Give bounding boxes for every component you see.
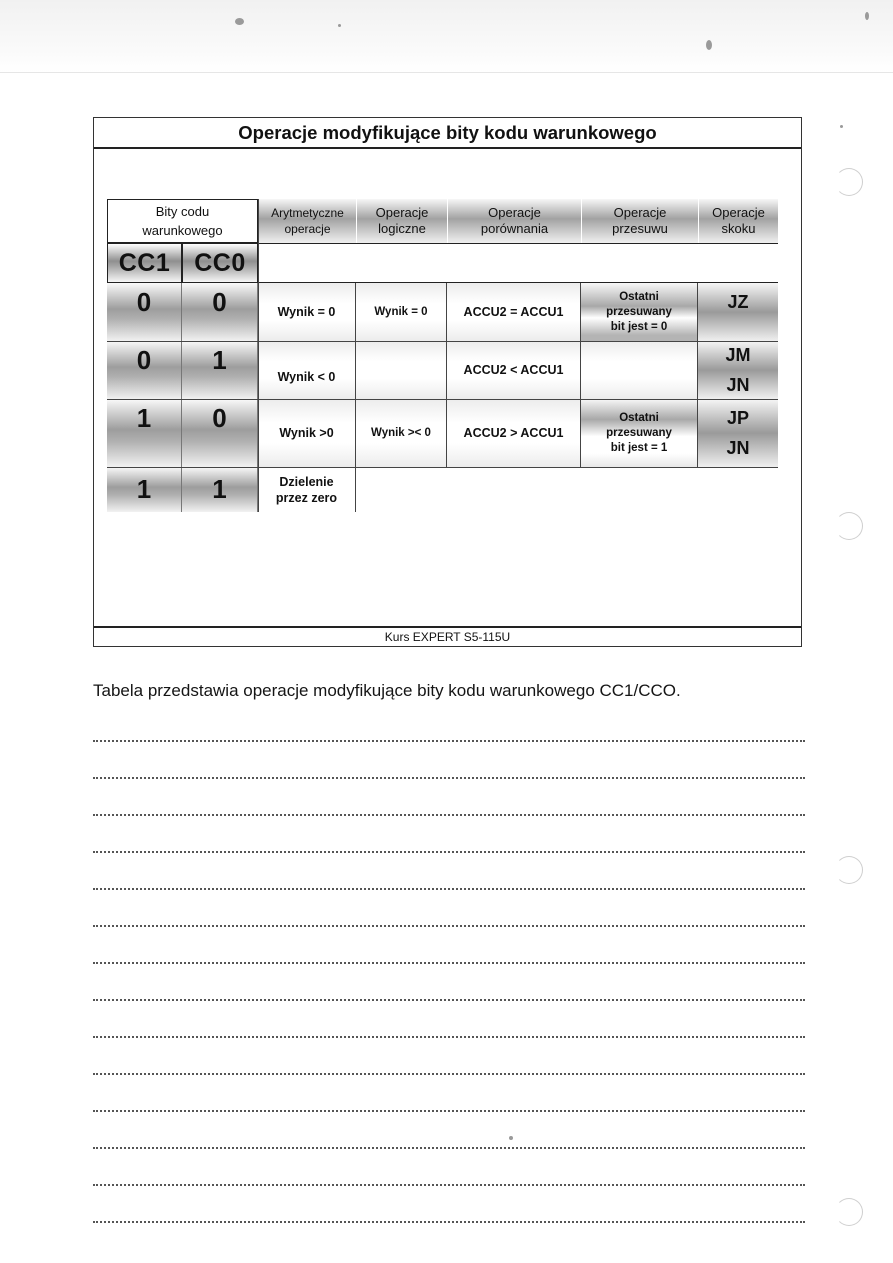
writing-line xyxy=(93,1073,805,1075)
header-porownania xyxy=(447,199,581,243)
row1-arytmetyczne: Wynik = 0 xyxy=(258,283,356,341)
column-divider xyxy=(258,199,259,512)
writing-line xyxy=(93,888,805,890)
row3-skok-2: JN xyxy=(726,438,750,458)
row3-arytmetyczne: Wynik >0 xyxy=(258,399,356,467)
scan-top-shadow xyxy=(0,0,893,73)
condition-code-table xyxy=(107,199,778,512)
row4-empty xyxy=(356,467,778,512)
row3-logiczne: Wynik >< 0 xyxy=(356,399,447,467)
row1-skok-1: JZ xyxy=(727,292,749,312)
row3-przesuwu-line1: Ostatni xyxy=(619,411,659,424)
row3-porownania: ACCU2 > ACCU1 xyxy=(447,399,581,467)
row1-przesuwu-line1: Ostatni xyxy=(619,290,659,303)
punch-hole xyxy=(835,512,863,540)
writing-line xyxy=(93,777,805,779)
row1-logiczne: Wynik = 0 xyxy=(356,283,447,341)
row1-przesuwu-line3: bit jest = 0 xyxy=(610,320,668,333)
row2-logiczne xyxy=(356,341,447,399)
row3-skok-1: JP xyxy=(726,408,750,428)
scan-speck xyxy=(706,40,712,50)
row4-cc1: 1 xyxy=(107,467,182,512)
slide-frame xyxy=(93,117,802,647)
writing-line xyxy=(93,962,805,964)
header-bity-line2: warunkowego xyxy=(142,223,223,238)
punch-hole xyxy=(835,168,863,196)
scan-speck xyxy=(865,12,869,20)
writing-line xyxy=(93,1036,805,1038)
row2-skoku xyxy=(698,341,778,399)
row2-skok-2: JN xyxy=(726,375,750,395)
writing-line xyxy=(93,1221,805,1223)
writing-line xyxy=(93,1110,805,1112)
row-divider xyxy=(107,467,778,468)
writing-line xyxy=(93,814,805,816)
row2-cc0: 1 xyxy=(182,341,258,399)
row3-cc1: 1 xyxy=(107,399,182,467)
scan-speck xyxy=(840,125,843,128)
writing-line xyxy=(93,1147,805,1149)
row4-arytmetyczne-line1: Dzielenie xyxy=(279,474,334,489)
row1-przesuwu-line2: przesuwany xyxy=(606,305,672,318)
scan-speck xyxy=(235,18,244,25)
row2-cc1: 0 xyxy=(107,341,182,399)
writing-line xyxy=(93,999,805,1001)
scan-speck xyxy=(509,1136,513,1140)
row-divider xyxy=(107,399,778,400)
row1-przesuwu xyxy=(581,283,698,341)
row2-arytmetyczne: Wynik < 0 xyxy=(258,341,356,399)
row3-cc0: 0 xyxy=(182,399,258,467)
header-arytmetyczne xyxy=(258,199,356,243)
writing-line xyxy=(93,851,805,853)
header-arytmetyczne-line1: Arytmetyczne xyxy=(271,206,344,220)
header-porownania-line1: Operacje xyxy=(488,205,541,220)
row2-przesuwu xyxy=(581,341,698,399)
scan-speck xyxy=(338,24,341,27)
header-bity-kodu xyxy=(107,199,258,243)
caption-text: Tabela przedstawia operacje modyfikujące bity kodu warunkowego CC1/CCO. xyxy=(93,681,681,700)
header-bity-line1: Bity codu xyxy=(155,204,210,219)
row2-skok-1: JM xyxy=(725,345,751,365)
row3-skoku xyxy=(698,399,778,467)
row3-przesuwu-line3: bit jest = 1 xyxy=(610,441,668,454)
header-spacer xyxy=(258,243,778,283)
header-logiczne xyxy=(356,199,447,243)
slide-footer: Kurs EXPERT S5-115U xyxy=(94,626,801,647)
row4-arytmetyczne xyxy=(258,467,356,512)
row-divider xyxy=(107,341,778,342)
row3-przesuwu-line2: przesuwany xyxy=(606,426,672,439)
header-przesuwu xyxy=(581,199,698,243)
punch-hole xyxy=(835,856,863,884)
writing-line xyxy=(93,925,805,927)
row4-arytmetyczne-line2: przez zero xyxy=(275,490,338,505)
row4-cc0: 1 xyxy=(182,467,258,512)
header-porownania-line2: porównania xyxy=(480,221,549,236)
header-przesuwu-line2: przesuwu xyxy=(612,221,668,236)
row1-cc1: 0 xyxy=(107,283,182,341)
header-logiczne-line2: logiczne xyxy=(378,221,426,236)
row1-skoku xyxy=(698,283,778,341)
row1-cc0: 0 xyxy=(182,283,258,341)
slide-title: Operacje modyfikujące bity kodu warunkowego xyxy=(94,118,801,149)
cc1-label: CC1 xyxy=(107,243,182,283)
row1-porownania: ACCU2 = ACCU1 xyxy=(447,283,581,341)
header-arytmetyczne-line2: operacje xyxy=(284,222,331,236)
header-skoku xyxy=(698,199,778,243)
cc0-label: CC0 xyxy=(182,243,258,283)
writing-line xyxy=(93,740,805,742)
punch-hole xyxy=(835,1198,863,1226)
header-logiczne-line1: Operacje xyxy=(375,205,429,220)
header-przesuwu-line1: Operacje xyxy=(613,205,667,220)
header-skoku-line1: Operacje xyxy=(712,205,765,220)
row3-przesuwu xyxy=(581,399,698,467)
header-skoku-line2: skoku xyxy=(721,221,756,236)
row2-porownania: ACCU2 < ACCU1 xyxy=(447,341,581,399)
writing-line xyxy=(93,1184,805,1186)
